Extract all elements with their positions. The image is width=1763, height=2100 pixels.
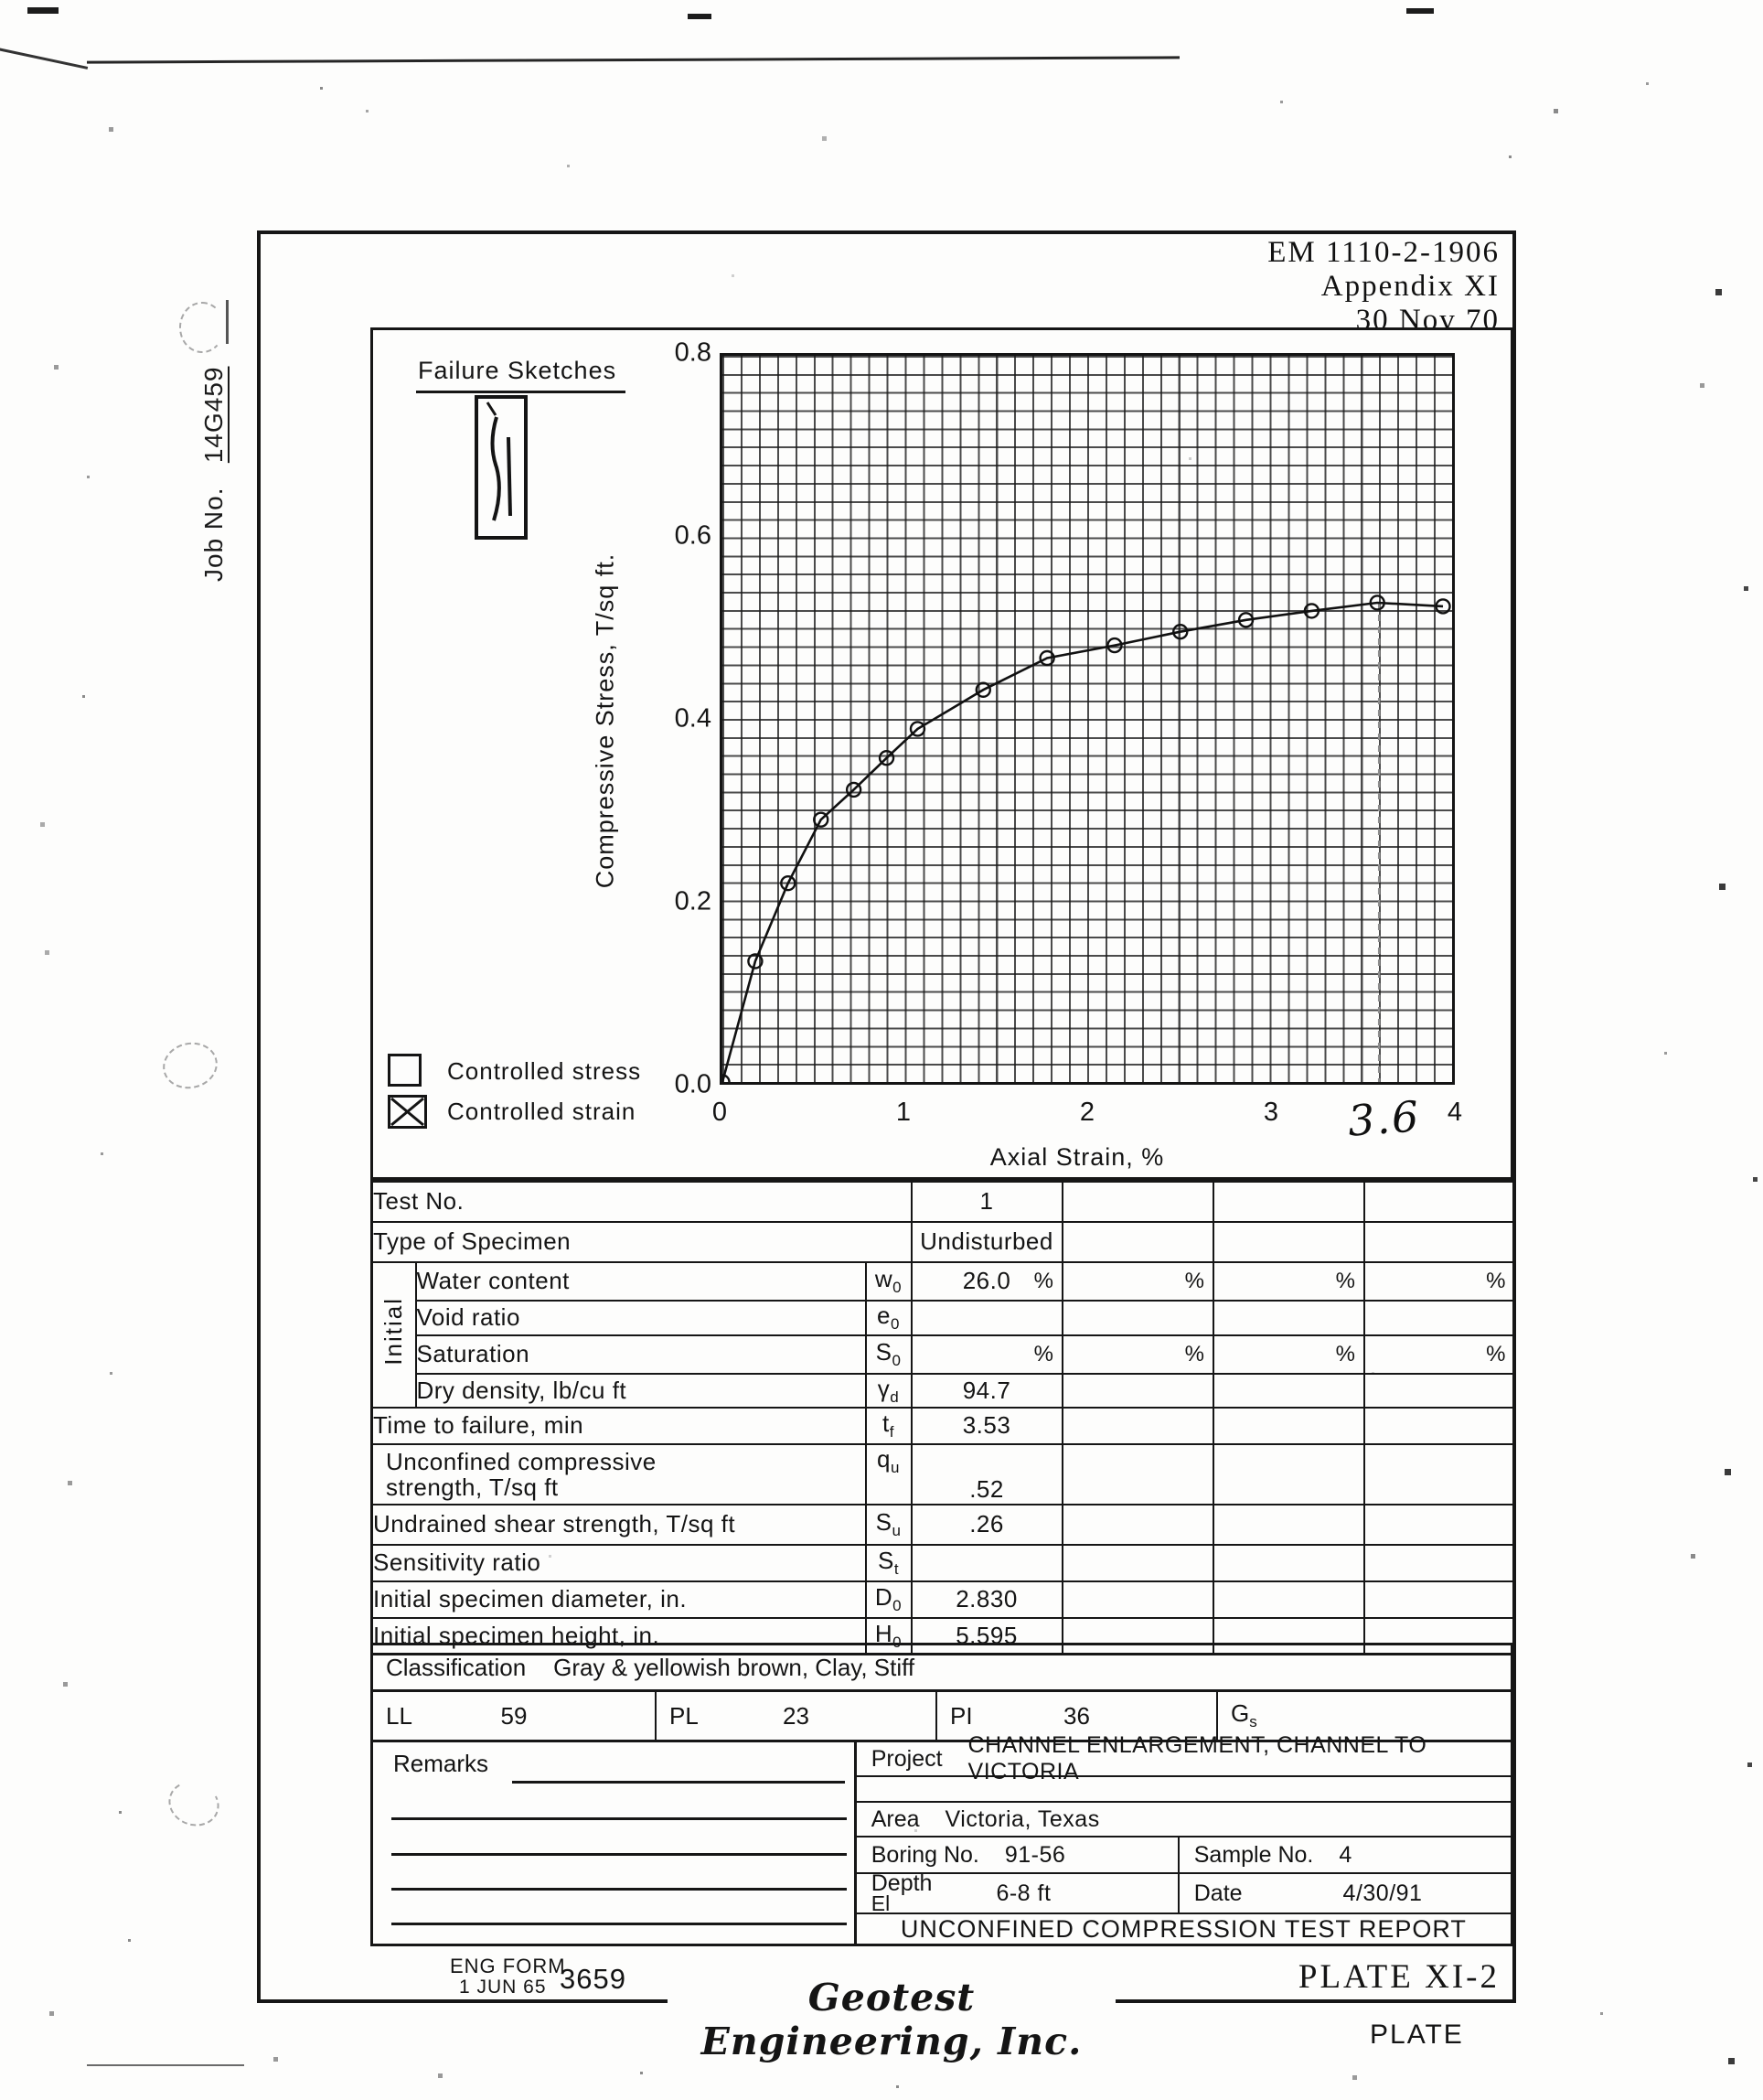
remarks-write-line bbox=[512, 1781, 845, 1784]
em-number: EM 1110-2-1906 bbox=[1267, 236, 1500, 269]
initial-group-cell bbox=[372, 1262, 416, 1408]
x-axis-label: Axial Strain, % bbox=[989, 1143, 1165, 1171]
x-tick-label: 0 bbox=[711, 1098, 728, 1127]
failure-sketches-title: Failure Sketches bbox=[416, 357, 625, 393]
row-value bbox=[1213, 1222, 1364, 1262]
row-value bbox=[1063, 1301, 1213, 1335]
row-value: 5.595 bbox=[912, 1618, 1063, 1655]
classification-value: Gray & yellowish brown, Clay, Stiff bbox=[553, 1653, 915, 1681]
x-tick-label: 3 bbox=[1263, 1098, 1279, 1127]
row-value: % bbox=[1063, 1335, 1213, 1374]
job-number-label: Job No. bbox=[199, 487, 228, 582]
report-title: UNCONFINED COMPRESSION TEST REPORT bbox=[900, 1914, 1467, 1943]
row-value bbox=[1364, 1581, 1515, 1618]
row-value bbox=[1063, 1545, 1213, 1581]
project-row bbox=[857, 1732, 1511, 1784]
hole-punch-mark bbox=[226, 300, 229, 344]
ll-cell bbox=[373, 1692, 657, 1740]
row-value bbox=[1364, 1408, 1515, 1444]
row-value bbox=[1063, 1505, 1213, 1545]
y-tick-label: 0.0 bbox=[674, 1069, 711, 1099]
row-value bbox=[1364, 1505, 1515, 1545]
sample-value: 4 bbox=[1339, 1841, 1352, 1868]
row-symbol: $q_u$ bbox=[866, 1444, 912, 1505]
row-value: .26 bbox=[912, 1505, 1063, 1545]
row-value bbox=[1364, 1444, 1515, 1505]
remarks-write-line bbox=[391, 1853, 847, 1856]
row-label: Water content bbox=[416, 1262, 866, 1301]
row-label: Initial specimen diameter, in. bbox=[372, 1581, 866, 1618]
area-row bbox=[857, 1803, 1511, 1838]
row-value: 1 bbox=[912, 1182, 1063, 1222]
controlled-stress-label: Controlled stress bbox=[447, 1057, 642, 1085]
x-tick-label: 4 bbox=[1447, 1098, 1463, 1127]
job-number bbox=[199, 366, 236, 582]
stress-strain-curve bbox=[722, 356, 1452, 1082]
pl-cell bbox=[657, 1692, 937, 1740]
date-label: Date bbox=[1193, 1880, 1243, 1906]
table-row bbox=[372, 1581, 1515, 1618]
row-value: % bbox=[1364, 1262, 1515, 1301]
row-value: % bbox=[1364, 1335, 1515, 1374]
row-value bbox=[1364, 1374, 1515, 1408]
area-value: Victoria, Texas bbox=[945, 1805, 1100, 1832]
classification-row bbox=[370, 1643, 1513, 1692]
classification-label: Classification bbox=[386, 1653, 527, 1681]
row-symbol: $D_0$ bbox=[866, 1581, 912, 1618]
scan-edge-artifact bbox=[87, 56, 1180, 63]
hole-punch-mark bbox=[162, 1774, 225, 1833]
depth-value: 6-8 ft bbox=[996, 1880, 1052, 1906]
row-value: 26.0 % bbox=[912, 1262, 1063, 1301]
depth-date-row bbox=[857, 1870, 1511, 1915]
job-number-value: 14G459 bbox=[199, 366, 228, 464]
failure-crack-sketch bbox=[478, 399, 524, 536]
project-value: CHANNEL ENLARGEMENT, CHANNEL TO VICTORIA bbox=[967, 1732, 1427, 1784]
sample-cell bbox=[1180, 1838, 1511, 1872]
row-symbol: $t_f$ bbox=[866, 1408, 912, 1444]
date-value: 4/30/91 bbox=[1342, 1880, 1423, 1906]
blank-row bbox=[857, 1777, 1511, 1803]
depth-cell bbox=[857, 1870, 1180, 1915]
controlled-strain-checkbox bbox=[388, 1095, 427, 1129]
project-label: Project bbox=[871, 1745, 943, 1772]
scan-mark bbox=[1406, 8, 1434, 14]
area-label: Area bbox=[871, 1805, 920, 1832]
hole-punch-mark bbox=[158, 1037, 221, 1093]
eng-form-line1: ENG FORM bbox=[450, 1955, 566, 1977]
row-symbol: $S_0$ bbox=[866, 1335, 912, 1374]
company-name: Geotest Engineering, Inc. bbox=[668, 1976, 1116, 2063]
table-row bbox=[372, 1408, 1515, 1444]
row-value bbox=[1063, 1182, 1213, 1222]
eng-form-line2: 1 JUN 65 bbox=[459, 1977, 547, 1998]
row-value bbox=[1364, 1222, 1515, 1262]
boring-value: 91-56 bbox=[1004, 1841, 1066, 1868]
row-value: % bbox=[912, 1335, 1063, 1374]
row-value bbox=[912, 1545, 1063, 1581]
row-value bbox=[1063, 1444, 1213, 1505]
row-value bbox=[1063, 1408, 1213, 1444]
controlled-strain-label: Controlled strain bbox=[447, 1098, 636, 1125]
handwritten-failure-strain: 3.6 bbox=[1346, 1091, 1422, 1146]
depth-label: Depth El bbox=[871, 1870, 933, 1915]
boring-label: Boring No. bbox=[871, 1841, 979, 1868]
date-issued: 30 Nov 70 bbox=[1355, 304, 1500, 337]
scan-mark bbox=[87, 2064, 244, 2066]
row-label: Unconfined compressive strength, T/sq ft bbox=[372, 1444, 866, 1505]
row-label: Undrained shear strength, T/sq ft bbox=[372, 1505, 866, 1545]
table-row bbox=[372, 1374, 1515, 1408]
row-value: 94.7 bbox=[912, 1374, 1063, 1408]
boring-cell bbox=[857, 1838, 1180, 1872]
project-info-stack bbox=[857, 1732, 1511, 1944]
remarks-label: Remarks bbox=[393, 1750, 489, 1777]
row-label: Type of Specimen bbox=[372, 1222, 912, 1262]
row-value bbox=[1213, 1545, 1364, 1581]
row-value bbox=[1213, 1182, 1364, 1222]
row-value: % bbox=[1213, 1335, 1364, 1374]
row-label: Sensitivity ratio bbox=[372, 1545, 866, 1581]
plate-reference: PLATE XI-2 bbox=[1298, 1958, 1500, 1996]
pl-label: PL bbox=[669, 1701, 699, 1730]
row-symbol: $S_u$ bbox=[866, 1505, 912, 1545]
ll-value: 59 bbox=[500, 1701, 528, 1730]
row-symbol: $w_0$ bbox=[866, 1262, 912, 1301]
row-symbol: $S_t$ bbox=[866, 1545, 912, 1581]
row-value bbox=[1364, 1545, 1515, 1581]
initial-group-label: Initial bbox=[379, 1297, 408, 1366]
row-value bbox=[1364, 1182, 1515, 1222]
failure-sketch-specimen bbox=[475, 395, 528, 540]
remarks-write-line bbox=[391, 1923, 847, 1925]
row-value bbox=[1063, 1581, 1213, 1618]
pl-value: 23 bbox=[783, 1701, 809, 1730]
bottom-info-block bbox=[370, 1732, 1513, 1946]
plate-footer-label: PLATE bbox=[1370, 2020, 1464, 2050]
row-label: Test No. bbox=[372, 1182, 912, 1222]
row-value bbox=[1213, 1581, 1364, 1618]
y-tick-label: 0.2 bbox=[674, 886, 711, 916]
row-value bbox=[1213, 1301, 1364, 1335]
ll-label: LL bbox=[386, 1701, 412, 1730]
y-tick-label: 0.6 bbox=[674, 520, 711, 551]
scan-mark bbox=[688, 14, 711, 19]
row-value bbox=[1213, 1374, 1364, 1408]
row-symbol: $H_0$ bbox=[866, 1618, 912, 1655]
row-value bbox=[1213, 1408, 1364, 1444]
eng-form-stamp bbox=[450, 1955, 566, 1998]
gs-label: $G_s$ bbox=[1231, 1699, 1257, 1731]
scan-mark bbox=[27, 7, 59, 14]
row-value bbox=[912, 1301, 1063, 1335]
row-value bbox=[1213, 1505, 1364, 1545]
table-row bbox=[372, 1335, 1515, 1374]
y-axis-label: Compressive Stress, T/sq ft. bbox=[591, 552, 619, 889]
row-value: % bbox=[1213, 1262, 1364, 1301]
row-label: Time to failure, min bbox=[372, 1408, 866, 1444]
hole-punch-mark bbox=[179, 302, 225, 353]
table-row bbox=[372, 1182, 1515, 1222]
table-row bbox=[372, 1262, 1515, 1301]
pi-label: PI bbox=[950, 1701, 973, 1730]
checkbox-x-mark bbox=[390, 1098, 424, 1126]
row-label: Dry density, lb/cu ft bbox=[416, 1374, 866, 1408]
remarks-write-line bbox=[391, 1888, 847, 1891]
table-row bbox=[372, 1545, 1515, 1581]
pi-value: 36 bbox=[1063, 1701, 1090, 1730]
stress-strain-plot bbox=[720, 353, 1455, 1085]
row-value bbox=[1063, 1222, 1213, 1262]
row-value: % bbox=[1063, 1262, 1213, 1301]
boring-sample-row bbox=[857, 1838, 1511, 1874]
row-symbol: $\gamma_d$ bbox=[866, 1374, 912, 1408]
y-tick-label: 0.8 bbox=[674, 338, 711, 368]
table-row bbox=[372, 1505, 1515, 1545]
table-row bbox=[372, 1301, 1515, 1335]
x-tick-label: 1 bbox=[895, 1098, 912, 1127]
row-symbol: $e_0$ bbox=[866, 1301, 912, 1335]
scan-corner-artifact bbox=[0, 47, 88, 70]
scan-noise-specks bbox=[0, 0, 3, 3]
x-tick-label: 2 bbox=[1079, 1098, 1095, 1127]
sample-label: Sample No. bbox=[1193, 1841, 1314, 1868]
appendix: Appendix XI bbox=[1320, 270, 1500, 303]
row-value: 3.53 bbox=[912, 1408, 1063, 1444]
row-value: Undisturbed bbox=[912, 1222, 1063, 1262]
eng-form-number: 3659 bbox=[560, 1963, 626, 1995]
date-cell bbox=[1180, 1874, 1511, 1912]
row-label: Void ratio bbox=[416, 1301, 866, 1335]
row-label: Initial specimen height, in. bbox=[372, 1618, 866, 1655]
row-label: Saturation bbox=[416, 1335, 866, 1374]
document-reference-header bbox=[1042, 236, 1500, 338]
row-value bbox=[1364, 1301, 1515, 1335]
row-value: .52 bbox=[912, 1444, 1063, 1505]
remarks-write-line bbox=[391, 1817, 847, 1820]
row-value bbox=[1063, 1374, 1213, 1408]
y-tick-label: 0.4 bbox=[674, 703, 711, 734]
table-row bbox=[372, 1222, 1515, 1262]
row-value bbox=[1213, 1444, 1364, 1505]
controlled-stress-checkbox bbox=[388, 1054, 422, 1087]
row-value: 2.830 bbox=[912, 1581, 1063, 1618]
remarks-box bbox=[373, 1742, 857, 1944]
results-table bbox=[370, 1180, 1513, 1655]
table-row bbox=[372, 1444, 1515, 1505]
